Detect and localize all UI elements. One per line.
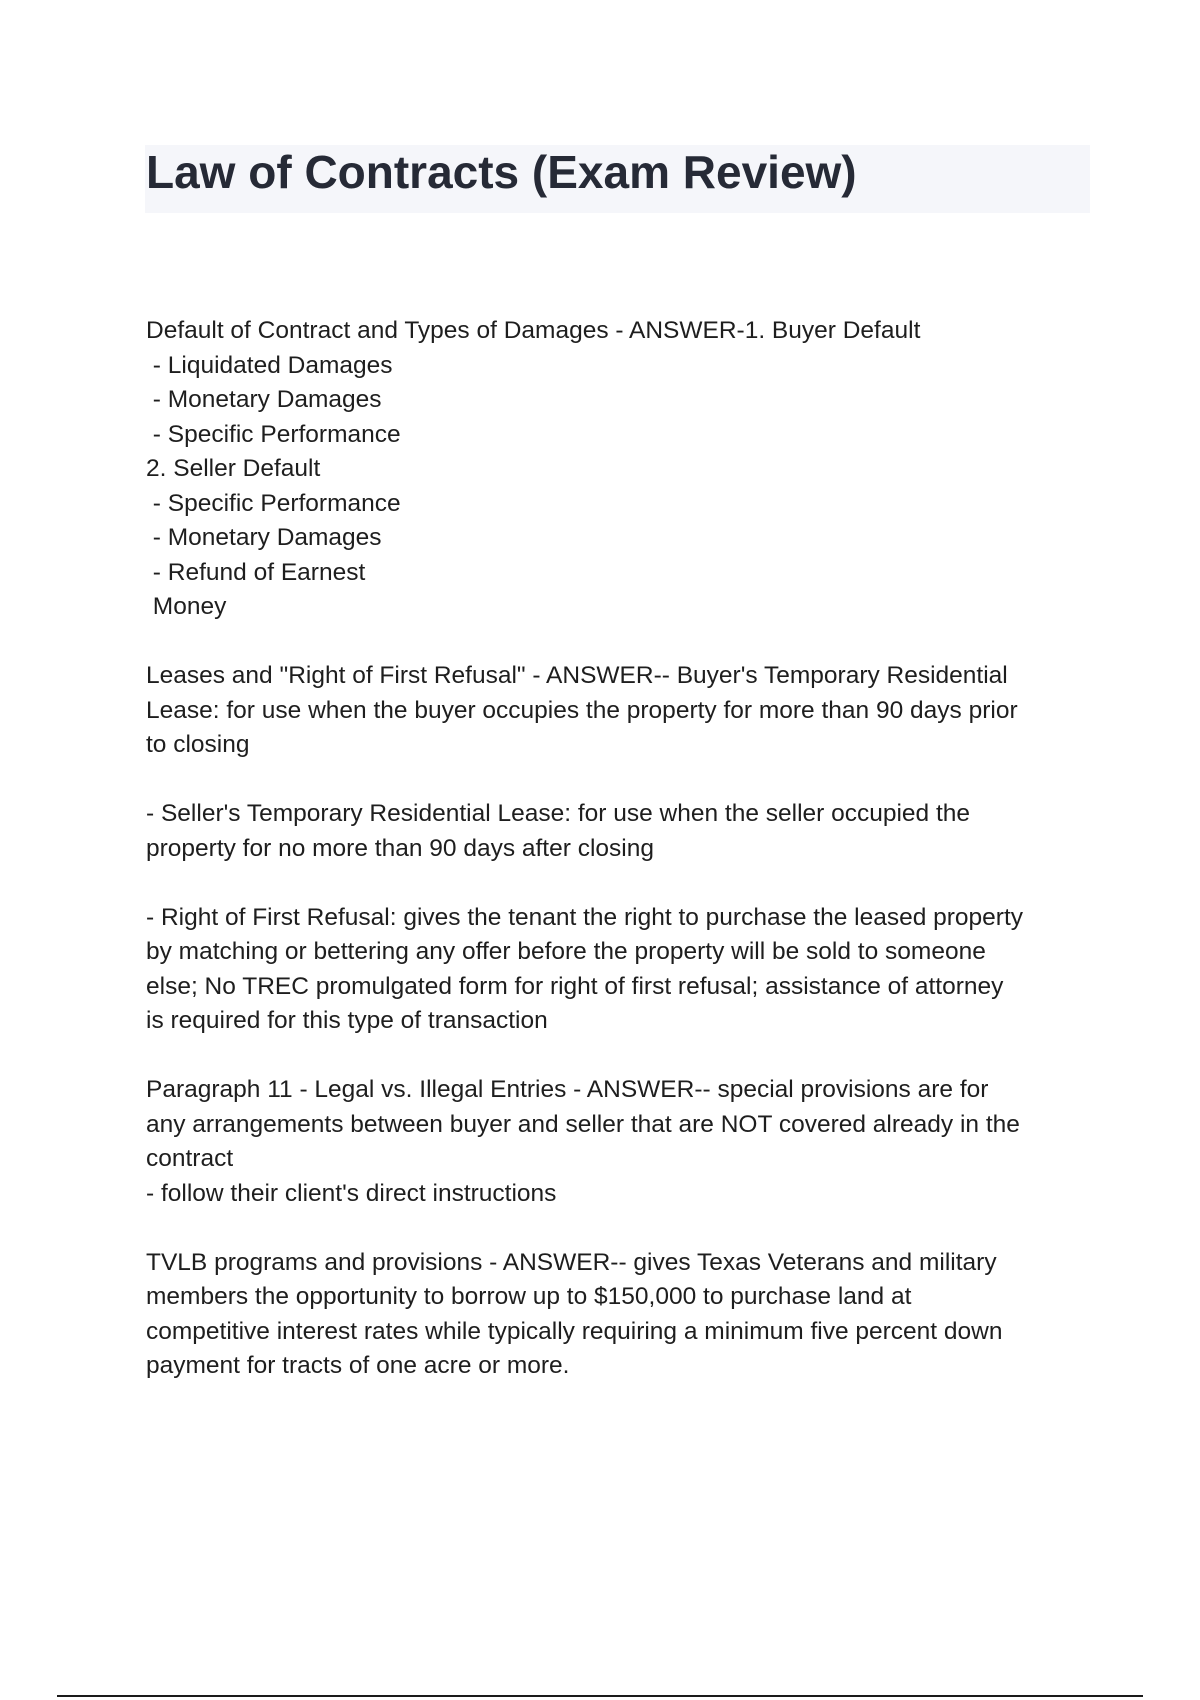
text-line: competitive interest rates while typically requiring a minimum five percent down [146,1317,1003,1345]
text-line: 2. Seller Default [146,455,321,482]
text-line: Leases and "Right of First Refusal" - ANSWER-- Buyer's Temporary Residential [146,662,1008,689]
text-line: contract [146,1145,234,1172]
text-line: - Refund of Earnest [146,558,366,586]
text-line: - follow their client's direct instructions [146,1179,557,1207]
text-line: to closing [146,731,250,758]
text-line: members the opportunity to borrow up to $150,000 to purchase land at [146,1283,912,1310]
text-line: any arrangements between buyer and seller that are NOT covered already in the [146,1110,1020,1138]
text-line: Money [146,593,227,620]
text-line: Default of Contract and Types of Damages - ANSWER-1. Buyer Default [146,317,921,344]
text-line: - Seller's Temporary Residential Lease: for use when the seller occupied the [146,800,971,827]
text-line: - Right of First Refusal: gives the tenant the right to purchase the leased property [146,903,1024,931]
text-line: TVLB programs and provisions - ANSWER-- gives Texas Veterans and military [146,1248,997,1276]
footer-divider [57,1695,1143,1697]
text-line: by matching or bettering any offer before the property will be sold to someone [146,938,986,965]
text-line: - Specific Performance [146,420,401,448]
qa-entry-default-of-contract [146,314,1091,625]
text-line: Lease: for use when the buyer occupies the property for more than 90 days prior [146,696,1018,724]
text-line: else; No TREC promulgated form for right of first refusal; assistance of attorney [146,972,1004,1000]
text-line: - Liquidated Damages [146,351,393,379]
text-line: is required for this type of transaction [146,1007,548,1034]
text-line: payment for tracts of one acre or more. [146,1352,570,1379]
qa-entry-paragraph-11 [146,1073,1091,1211]
text-line: property for no more than 90 days after closing [146,834,654,862]
qa-entry-leases [146,659,1091,763]
text-line: - Monetary Damages [146,386,382,413]
qa-entry-right-of-first-refusal [146,901,1091,1039]
qa-entry-tvlb [146,1246,1091,1384]
document-body [146,314,1091,1418]
page-title: Law of Contracts (Exam Review) [146,146,857,198]
text-line: - Monetary Damages [146,524,382,551]
qa-entry-seller-lease [146,797,1091,866]
text-line: - Specific Performance [146,489,401,517]
text-line: Paragraph 11 - Legal vs. Illegal Entries - ANSWER-- special provisions are for [146,1076,989,1103]
